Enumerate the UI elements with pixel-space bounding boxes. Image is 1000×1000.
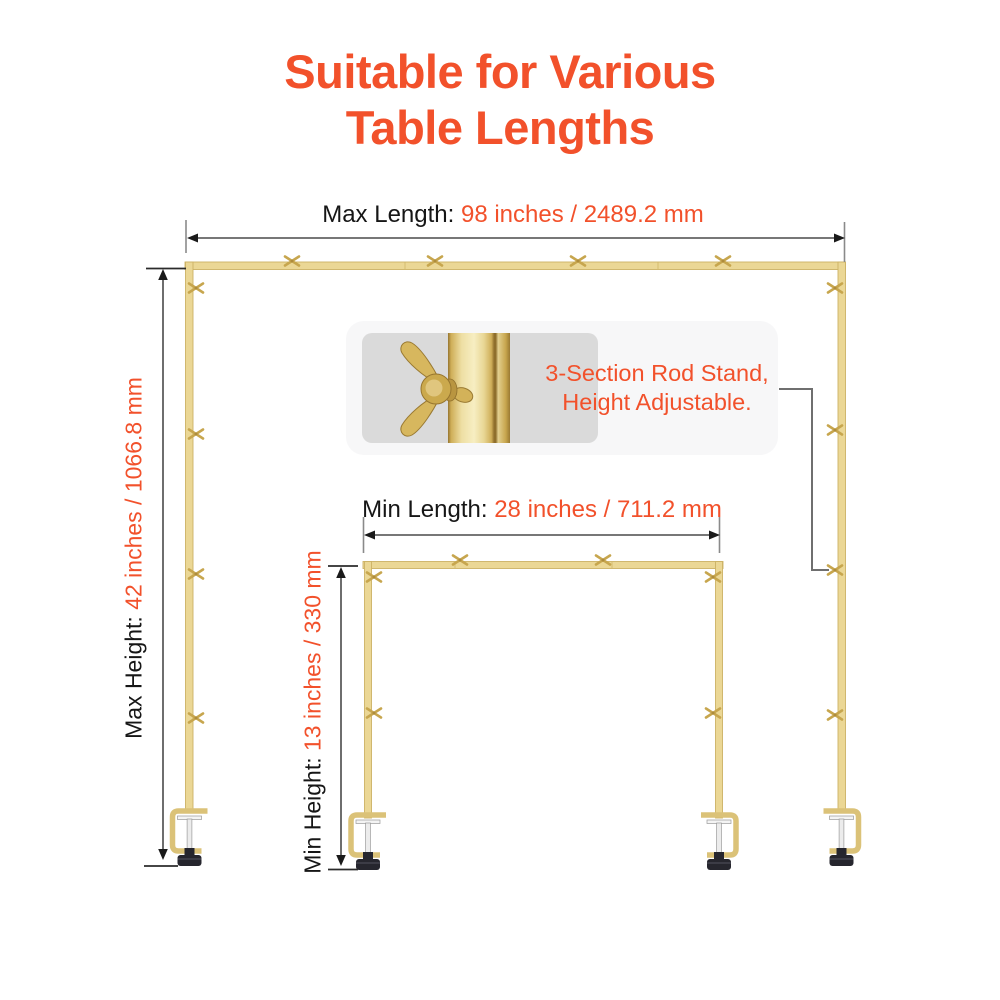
min-length-label: Min Length: [362, 496, 495, 523]
large-left-leg [186, 262, 194, 812]
callout-connector-line [779, 389, 829, 570]
callout-line-1: 3-Section Rod Stand, [545, 360, 769, 386]
min-length-value: 28 inches / 711.2 mm [494, 496, 722, 523]
table-clamp-icon [351, 815, 386, 870]
small-left-leg [365, 562, 372, 819]
max-length-label-group [322, 201, 704, 229]
title-line-1: Suitable for Various [284, 45, 716, 98]
feature-callout-card [346, 321, 778, 455]
large-right-leg [838, 262, 846, 812]
max-length-label: Max Length: [322, 201, 461, 228]
callout-text [536, 321, 778, 455]
max-height-value: 42 inches / 1066.8 mm [120, 377, 147, 610]
small-right-leg [716, 562, 723, 819]
min-length-label-group [362, 496, 722, 524]
min-height-value: 13 inches / 330 mm [299, 550, 326, 751]
table-clamp-icon [701, 815, 736, 870]
table-clamp-icon [824, 811, 859, 866]
small-top-rod [363, 562, 723, 569]
max-height-label: Max Height: [120, 609, 147, 739]
small-frame-wing-nuts [367, 556, 720, 718]
title-line-2: Table Lengths [345, 101, 655, 154]
small-frame [363, 562, 723, 819]
max-height-dimension-line [144, 269, 186, 867]
table-clamp-icon [173, 811, 208, 866]
callout-line-2: Height Adjustable. [562, 389, 752, 415]
min-height-label-group [300, 550, 327, 873]
min-height-label: Min Height: [299, 751, 326, 874]
max-length-value: 98 inches / 2489.2 mm [460, 201, 704, 228]
max-height-label-group [121, 377, 148, 739]
